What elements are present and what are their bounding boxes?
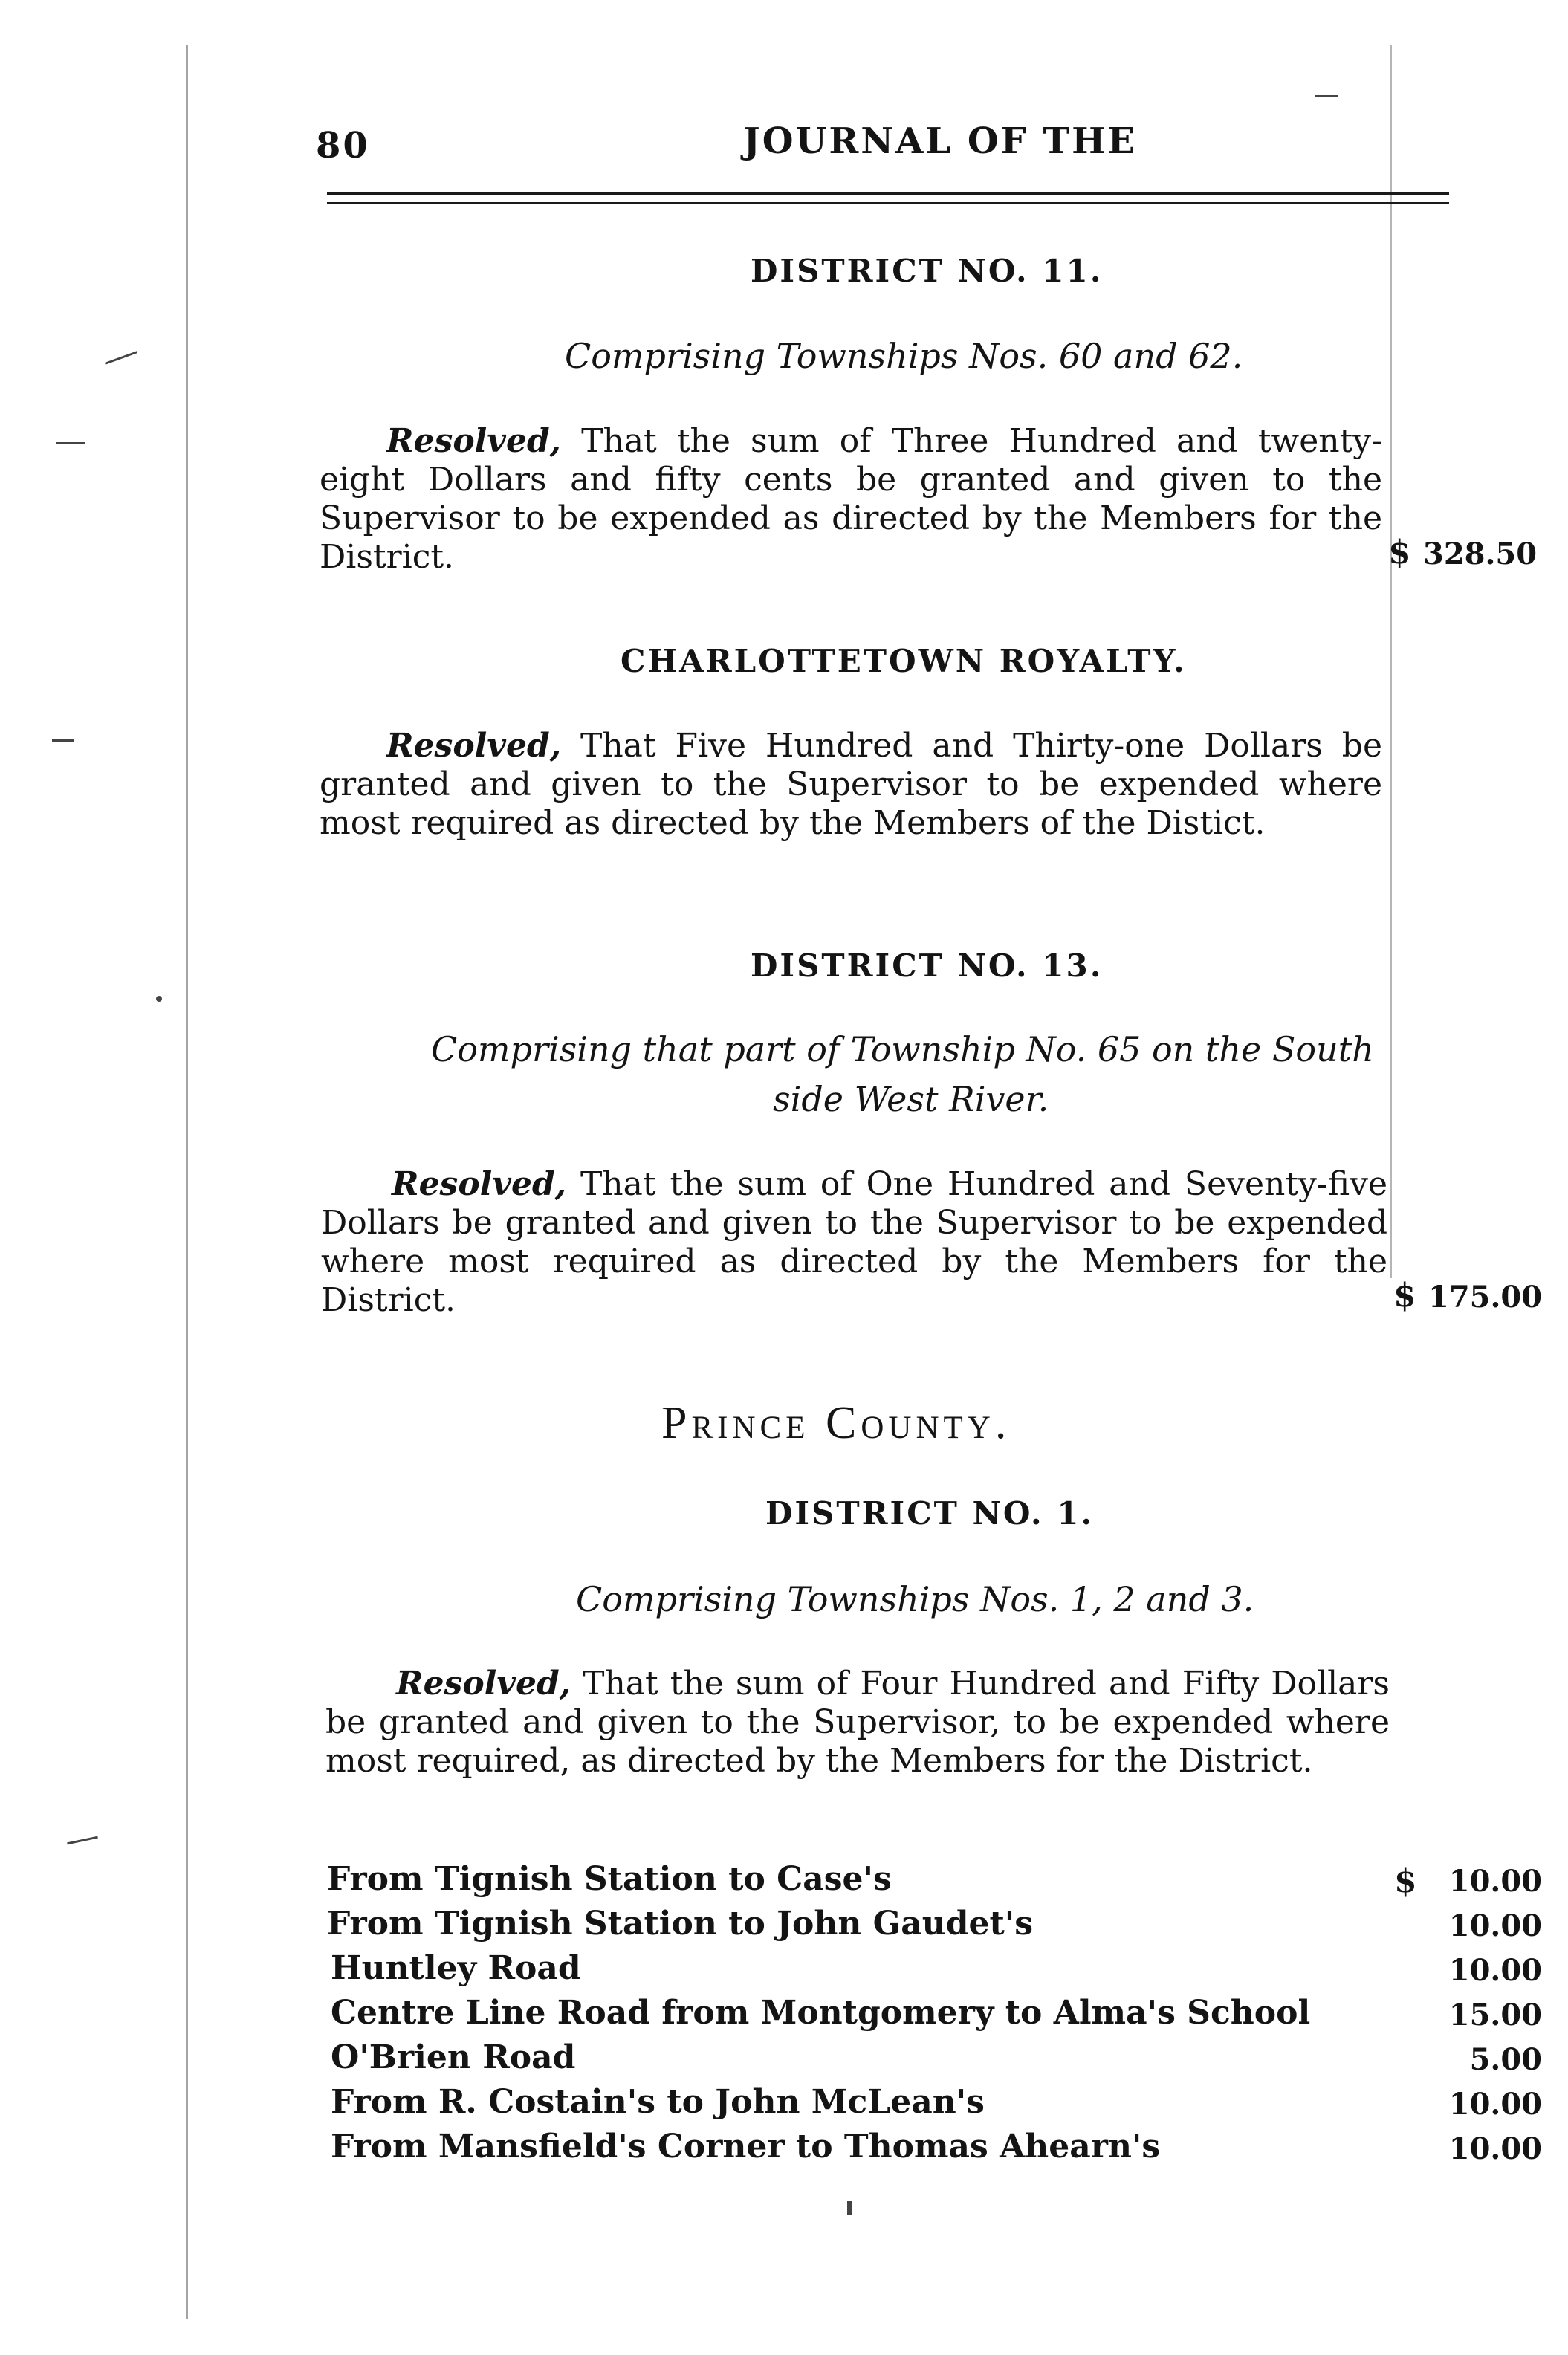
district-13-resolved: Resolved, bbox=[392, 1165, 567, 1203]
district-13-dollar: $ bbox=[1393, 1277, 1416, 1315]
district-11-heading: DISTRICT NO. 11. bbox=[751, 253, 1104, 289]
road-item-amount: 10.00 bbox=[1448, 1953, 1542, 1988]
scan-mark bbox=[105, 351, 137, 365]
road-item-label: From Tignish Station to John Gaudet's bbox=[327, 1905, 1034, 1943]
running-title: JOURNAL OF THE bbox=[743, 120, 1138, 162]
page-number: 80 bbox=[316, 125, 370, 166]
district-13-amount: 175.00 bbox=[1428, 1280, 1543, 1315]
right-margin-line bbox=[1390, 45, 1392, 1278]
road-item-amount: 10.00 bbox=[1448, 1864, 1542, 1899]
road-item-amount: 10.00 bbox=[1448, 2131, 1542, 2166]
district-13-text: That the sum of One Hundred and Seventy-five Dollars be granted and given to the Supervisor to be expended where most required as directed by the Members for the District. bbox=[321, 1165, 1387, 1319]
road-item-label: From Tignish Station to Case's bbox=[327, 1860, 892, 1898]
scan-mark bbox=[847, 2201, 852, 2215]
district-1-text: That the sum of Four Hundred and Fifty Dollars be granted and given to the Supervisor, to be expended where most required, as directed by the Members for the District. bbox=[325, 1665, 1390, 1780]
scan-mark bbox=[156, 996, 162, 1002]
royalty-resolved: Resolved, bbox=[386, 727, 562, 765]
road-item-amount: 5.00 bbox=[1469, 2042, 1542, 2077]
district-13-heading: DISTRICT NO. 13. bbox=[751, 947, 1104, 984]
road-item-amount: 10.00 bbox=[1448, 1908, 1542, 1943]
district-1-resolved: Resolved, bbox=[396, 1665, 571, 1703]
district-11-resolved: Resolved, bbox=[386, 422, 562, 460]
royalty-resolution bbox=[320, 727, 1382, 843]
district-13-comprising-line1: Comprising that part of Township No. 65 on the South bbox=[431, 1029, 1374, 1069]
road-item-label: Huntley Road bbox=[331, 1949, 581, 1987]
district-13-comprising-line2: side West River. bbox=[773, 1079, 1049, 1119]
road-item-amount: 15.00 bbox=[1448, 1998, 1542, 2032]
district-1-comprising: Comprising Townships Nos. 1, 2 and 3. bbox=[576, 1579, 1254, 1619]
road-item-label: From R. Costain's to John McLean's bbox=[331, 2083, 985, 2121]
road-item-label: O'Brien Road bbox=[331, 2038, 576, 2076]
header-rule-top bbox=[327, 192, 1449, 195]
district-1-resolution bbox=[325, 1665, 1390, 1781]
road-item-label: From Mansfield's Corner to Thomas Ahearn's bbox=[331, 2128, 1161, 2166]
district-11-comprising: Comprising Townships Nos. 60 and 62. bbox=[565, 336, 1243, 376]
district-1-heading: DISTRICT NO. 1. bbox=[765, 1495, 1095, 1532]
district-11-resolution bbox=[320, 422, 1382, 577]
district-13-resolution bbox=[321, 1165, 1387, 1320]
left-margin-line bbox=[186, 45, 188, 2319]
district-11-text: That the sum of Three Hundred and twenty-eight Dollars and fifty cents be granted and given to the Supervisor to be expended as directed by the Members for the District. bbox=[320, 422, 1382, 576]
header-rule-bottom bbox=[327, 202, 1449, 204]
royalty-heading: CHARLOTTETOWN ROYALTY. bbox=[621, 643, 1187, 679]
prince-county-heading: Prince County. bbox=[661, 1398, 1011, 1448]
district-11-dollar: $ bbox=[1388, 534, 1411, 571]
scan-mark bbox=[67, 1836, 98, 1845]
road-item-amount: 10.00 bbox=[1448, 2087, 1542, 2122]
road-item-label: Centre Line Road from Montgomery to Alma's School bbox=[331, 1994, 1311, 2032]
district-1-dollar: $ bbox=[1394, 1862, 1417, 1900]
scan-mark bbox=[52, 739, 74, 742]
royalty-text: That Five Hundred and Thirty-one Dollars be granted and given to the Supervisor to be expended where most required as directed by the Members of the Distict. bbox=[320, 727, 1382, 842]
scan-mark bbox=[1315, 95, 1338, 97]
scan-mark bbox=[56, 442, 85, 444]
district-11-amount: 328.50 bbox=[1423, 537, 1538, 571]
